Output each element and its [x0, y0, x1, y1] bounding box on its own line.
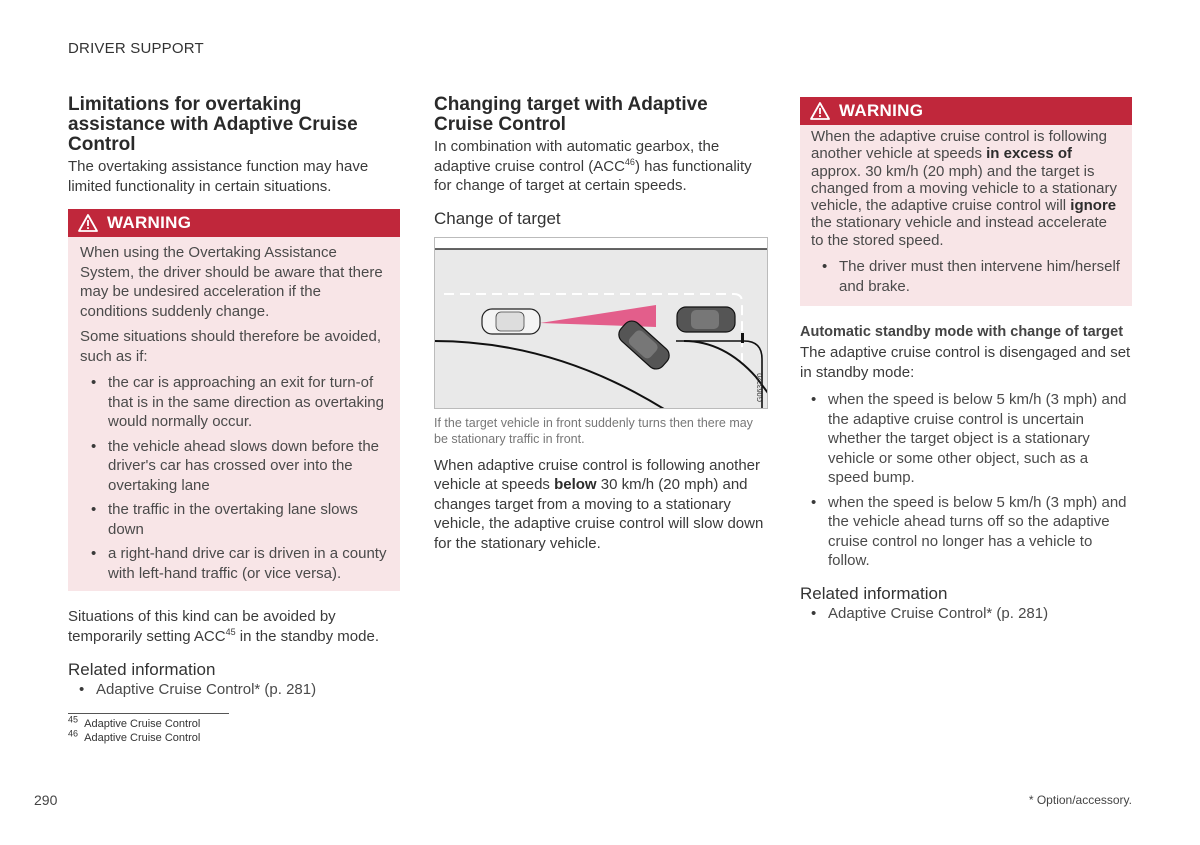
- section-header: DRIVER SUPPORT: [68, 40, 204, 57]
- warning-header: [800, 97, 1132, 125]
- related-list: [68, 680, 400, 700]
- page-number: 290: [34, 792, 58, 808]
- figure-code: G063220: [757, 372, 764, 402]
- own-car-icon: [482, 309, 540, 334]
- warning-paragraph: When using the Overtaking Assistance System, the driver should be aware that there may be undesired acceleration if the conditions suddenly change.: [80, 244, 383, 320]
- warning-body: [800, 125, 1132, 306]
- subheading-standby: Automatic standby mode with change of target: [800, 324, 1124, 341]
- column-right: [800, 97, 1132, 623]
- body-text: When adaptive cruise control is following another vehicle at speeds below 30 km/h (20 mph) and changes target from a moving to a stationary vehicle, the adaptive cruise control will slow down for the stationary vehicle.: [434, 456, 764, 552]
- list-item: • the car is approaching an exit for turn-of that is in the same direction as overtaking would normally occur.: [80, 373, 388, 432]
- warning-box: [800, 97, 1132, 306]
- footnote-ref: 46: [624, 156, 635, 167]
- warning-list: [80, 373, 388, 583]
- stationary-car-icon: [677, 307, 735, 332]
- footnote: $^{46}$ Adaptive Cruise Control: [68, 728, 201, 744]
- warning-label: WARNING: [839, 101, 924, 120]
- list-item: • the traffic in the overtaking lane slows down: [80, 500, 388, 539]
- list-item: • the vehicle ahead slows down before the driver's car has crossed over into the overtaking lane: [80, 437, 388, 496]
- warning-triangle-icon: [810, 102, 830, 120]
- intro-text: The overtaking assistance function may have limited functionality in certain situations.: [68, 158, 369, 195]
- road-illustration: [434, 237, 768, 409]
- related-link[interactable]: • Adaptive Cruise Control* (p. 281): [68, 680, 400, 700]
- option-note: * Option/accessory.: [1028, 793, 1132, 807]
- warning-triangle-icon: [78, 214, 98, 232]
- related-list: [800, 604, 1132, 624]
- change-of-target-figure: [434, 237, 768, 409]
- list-item: • a right-hand drive car is driven in a county with left-hand traffic (or vice versa).: [80, 544, 388, 583]
- intro-text: In combination with automatic gearbox, the adaptive cruise control (ACC$^{46}$) has functionality for change of target at certain speeds.: [434, 138, 752, 194]
- warning-paragraph: Some situations should therefore be avoided, such as if:: [80, 328, 382, 365]
- standby-list: [800, 390, 1132, 571]
- warning-box: [68, 209, 400, 591]
- subheading-change-of-target: Change of target: [434, 208, 561, 228]
- section-title-overtaking: Limitations for overtaking assistance with Adaptive Cruise Control: [68, 94, 358, 155]
- warning-header: [68, 209, 400, 237]
- outro-text: Situations of this kind can be avoided by temporarily setting ACC$^{45}$ in the standby mode.: [68, 608, 380, 645]
- warning-paragraph: When the adaptive cruise control is following another vehicle at speeds in excess of approx. 30 km/h (20 mph) and the target is changed from a moving vehicle to a stationary vehicle, the adaptive cruise control will ignore the stationary vehicle and instead accelerate to the stored speed.: [811, 128, 1117, 249]
- column-middle: [434, 95, 768, 553]
- related-link[interactable]: • Adaptive Cruise Control* (p. 281): [800, 604, 1132, 624]
- column-left: [68, 95, 400, 700]
- related-info-heading: Related information: [800, 583, 948, 603]
- warning-body: [68, 237, 400, 591]
- list-item: • when the speed is below 5 km/h (3 mph) and the adaptive cruise control is uncertain whether the target object is a stationary vehicle or some other object, such as a speed bump.: [800, 390, 1132, 488]
- warning-label: WARNING: [107, 213, 192, 232]
- footnote: $^{45}$ Adaptive Cruise Control: [68, 714, 201, 730]
- footnote-ref: 45: [225, 626, 236, 637]
- list-item: • when the speed is below 5 km/h (3 mph) and the vehicle ahead turns off so the adaptive cruise control no longer has a vehicle to follow.: [800, 493, 1132, 571]
- footnote-divider: [68, 713, 229, 714]
- section-title-change-target: Changing target with Adaptive Cruise Control: [434, 94, 708, 135]
- intro-text: The adaptive cruise control is disengaged and set in standby mode:: [800, 344, 1131, 381]
- warning-list: [811, 257, 1120, 296]
- figure-caption: If the target vehicle in front suddenly turns then there may be stationary traffic in front.: [434, 415, 753, 446]
- list-item: • The driver must then intervene him/herself and brake.: [811, 257, 1120, 296]
- related-info-heading: Related information: [68, 660, 216, 679]
